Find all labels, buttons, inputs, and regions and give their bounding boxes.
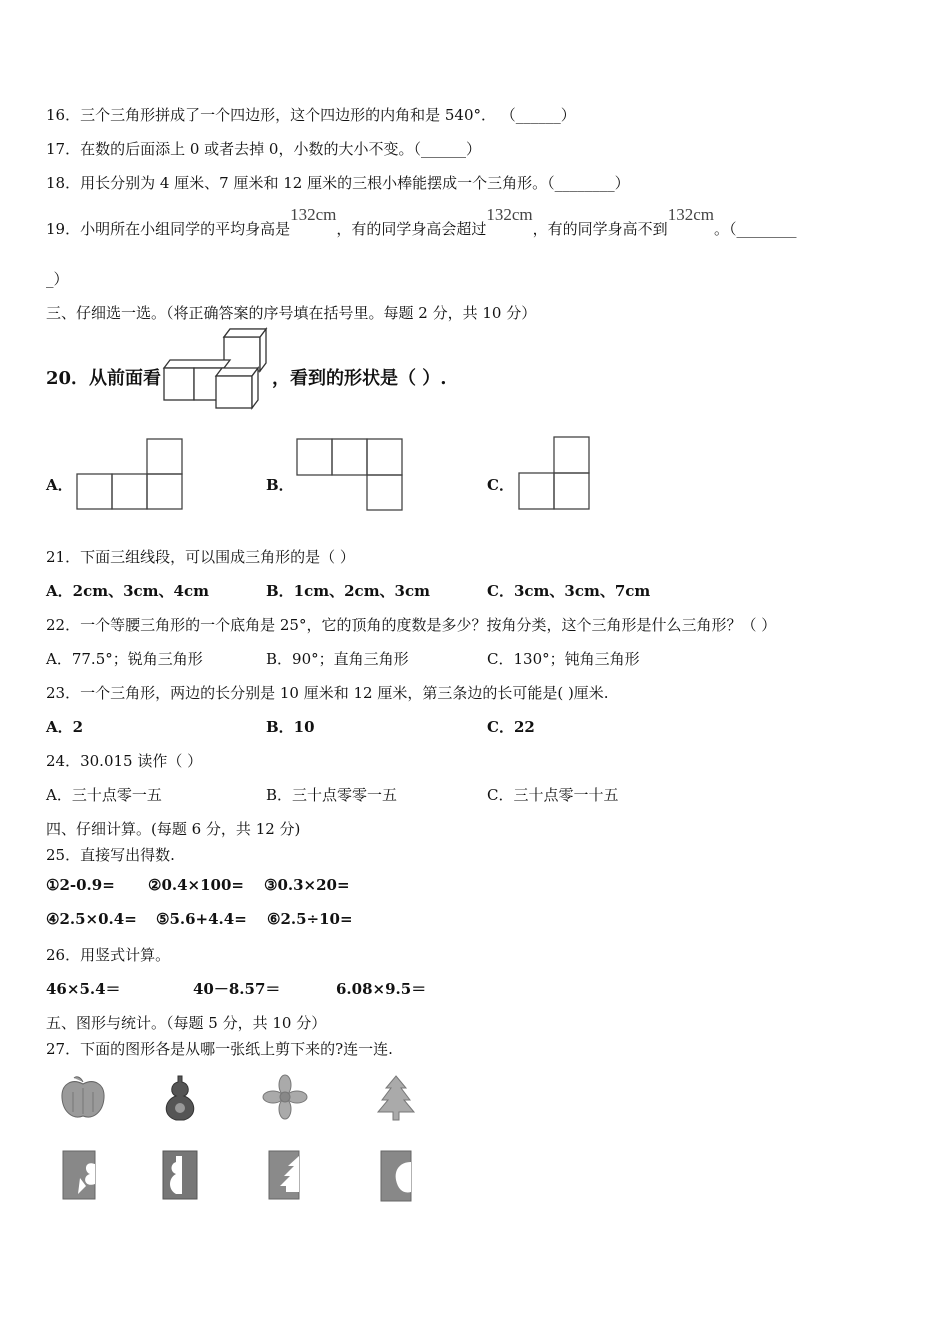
- q22-option-b: B．90°；直角三角形: [266, 650, 409, 668]
- q25-item-5: ⑤5.6+4.4=: [156, 910, 247, 928]
- q24-option-a: A．三十点零一五: [46, 786, 162, 804]
- question-20-prefix: 20．从前面看: [46, 368, 162, 389]
- q23-option-b: B．10: [266, 718, 315, 736]
- q21-option-b: B．1cm、2cm、3cm: [266, 582, 431, 600]
- paper-gourd-cut: [162, 1150, 202, 1200]
- question-25: 25．直接写出得数.: [46, 846, 175, 864]
- question-26: 26．用竖式计算。: [46, 946, 171, 964]
- q21-option-a: A．2cm、3cm、4cm: [46, 582, 209, 600]
- q20-option-c-label: C．: [487, 476, 514, 494]
- question-22: 22．一个等腰三角形的一个底角是 25°，它的顶角的度数是多少？按角分类，这个三角形是什么三角形？（ ）: [46, 616, 777, 634]
- q20-option-a-figure: [76, 438, 184, 512]
- apple-shape: [58, 1074, 108, 1122]
- question-16: 16．三个三角形拼成了一个四边形，这个四边形的内角和是 540°． （______）: [46, 106, 576, 124]
- q20-option-b-label: B．: [266, 476, 294, 494]
- q19-value-2: 132cm: [486, 205, 533, 224]
- q24-option-b: B．三十点零零一五: [266, 786, 398, 804]
- question-18: 18．用长分别为 4 厘米、7 厘米和 12 厘米的三根小棒能摆成一个三角形。（________）: [46, 174, 630, 192]
- q20-option-a-label: A．: [46, 476, 73, 494]
- paper-flower-cut: [62, 1150, 102, 1200]
- q25-item-1: ①2-0.9=: [46, 876, 115, 894]
- question-19: [46, 205, 797, 239]
- q24-option-c: C．三十点零一十五: [487, 786, 619, 804]
- q22-option-c: C．130°；钝角三角形: [487, 650, 640, 668]
- q20-option-c-figure: [518, 436, 592, 512]
- q26-item-1: 46×5.4＝: [46, 980, 121, 998]
- question-20-suffix: ，看到的形状是（ ）.: [272, 368, 447, 389]
- q20-option-b-figure: [296, 438, 404, 512]
- cube-stack-figure: [160, 326, 270, 412]
- q26-item-3: 6.08×9.5＝: [336, 980, 427, 998]
- question-21: 21．下面三组线段，可以围成三角形的是（ ）: [46, 548, 355, 566]
- q19-part4: 。（________: [713, 220, 797, 238]
- tree-shape: [374, 1074, 418, 1122]
- question-23: 23．一个三角形，两边的长分别是 10 厘米和 12 厘米，第三条边的长可能是( )厘米.: [46, 684, 609, 702]
- q19-value-1: 132cm: [290, 205, 337, 224]
- q23-option-a: A．2: [46, 718, 84, 736]
- q21-option-c: C．3cm、3cm、7cm: [487, 582, 651, 600]
- q23-option-c: C．22: [487, 718, 535, 736]
- question-24: 24．30.015 读作（ ）: [46, 752, 203, 770]
- question-17: 17．在数的后面添上 0 或者去掉 0，小数的大小不变。（______）: [46, 140, 481, 158]
- q19-part1: 19．小明所在小组同学的平均身高是: [46, 220, 291, 238]
- q19-part2: ，有的同学身高会超过: [336, 220, 487, 238]
- section-3-title: 三、仔细选一选。（将正确答案的序号填在括号里。每题 2 分，共 10 分）: [46, 304, 537, 322]
- q25-item-4: ④2.5×0.4=: [46, 910, 137, 928]
- flower-shape: [262, 1074, 308, 1120]
- q25-item-6: ⑥2.5÷10=: [267, 910, 353, 928]
- q25-item-3: ③0.3×20=: [264, 876, 350, 894]
- q25-item-2: ②0.4×100=: [148, 876, 244, 894]
- q22-option-a: A．77.5°；锐角三角形: [46, 650, 203, 668]
- q19-value-3: 132cm: [667, 205, 714, 224]
- question-27: 27．下面的图形各是从哪一张纸上剪下来的?连一连.: [46, 1040, 393, 1058]
- section-5-title: 五、图形与统计。（每题 5 分，共 10 分）: [46, 1014, 327, 1032]
- section-4-title: 四、仔细计算。(每题 6 分，共 12 分): [46, 820, 301, 838]
- gourd-shape: [160, 1074, 200, 1122]
- paper-tree-cut: [268, 1150, 308, 1200]
- q26-item-2: 40－8.57＝: [193, 980, 281, 998]
- paper-apple-cut: [380, 1150, 420, 1202]
- question-19-continuation: _）: [46, 270, 69, 288]
- q19-part3: ，有的同学身高不到: [532, 220, 668, 238]
